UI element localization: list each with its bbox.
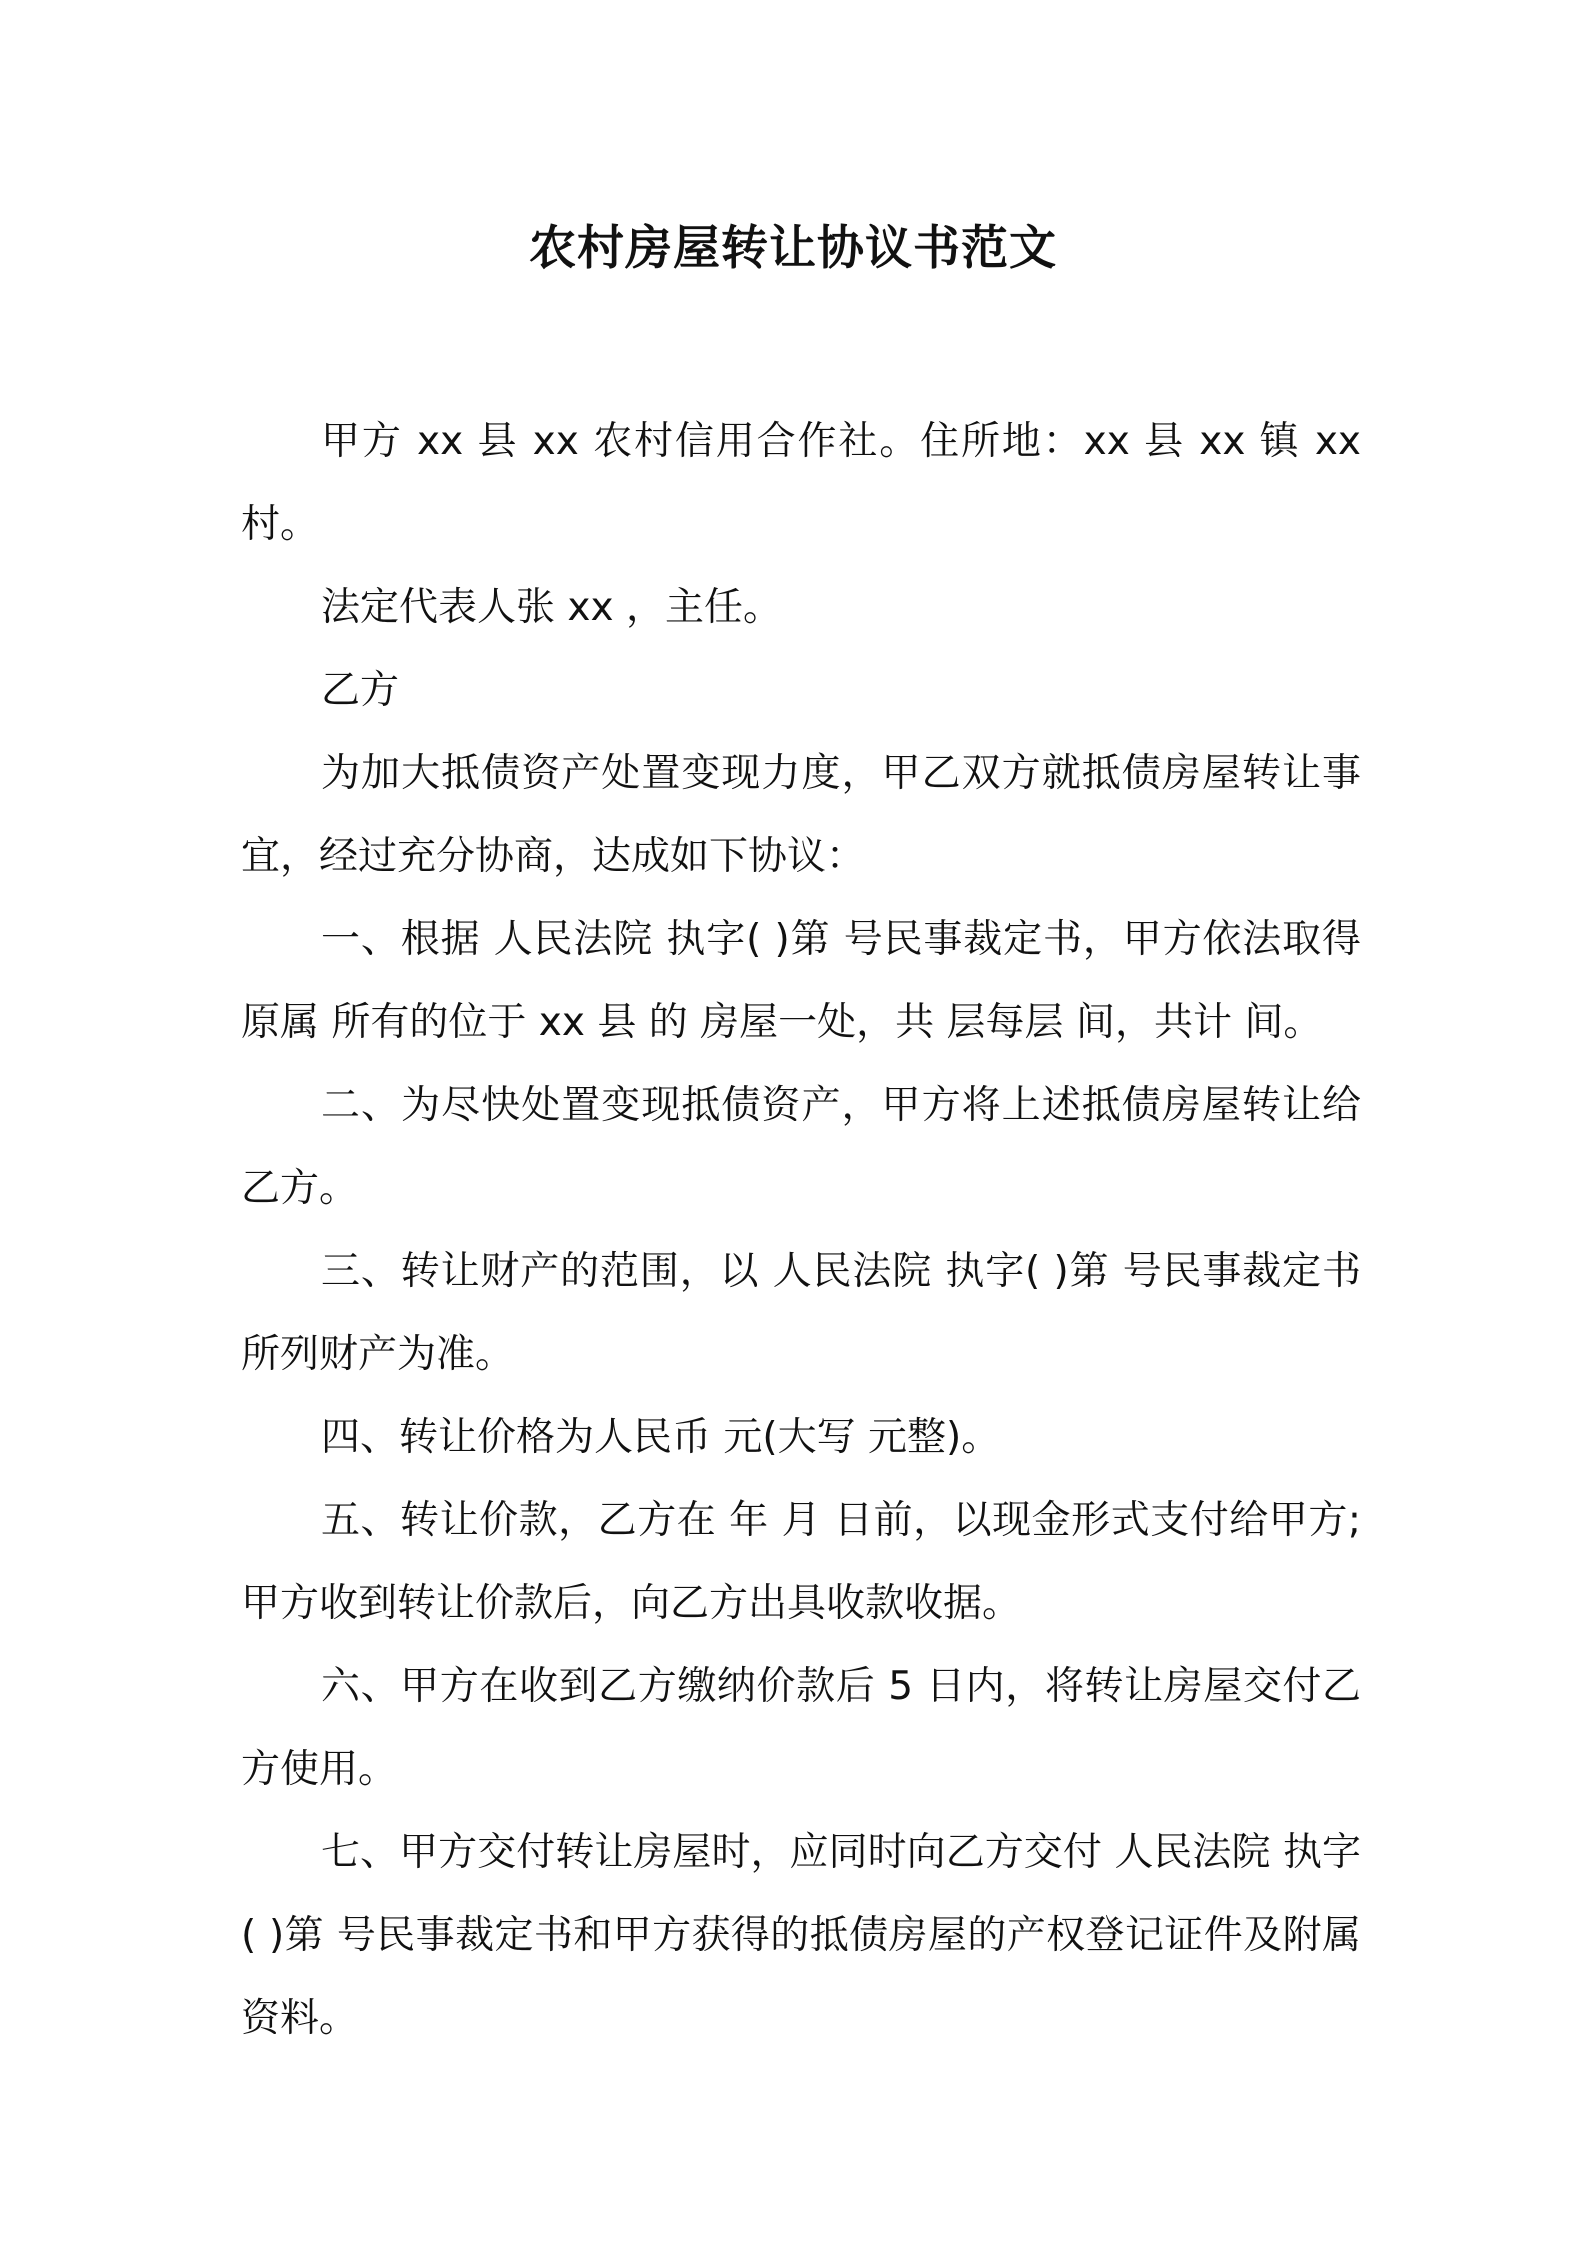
clause-3-paragraph: 三、转让财产的范围，以 人民法院 执字( )第 号民事裁定书所列财产为准。 xyxy=(241,1249,1361,1377)
clause-2-paragraph: 二、为尽快处置变现抵债资产，甲方将上述抵债房屋转让给乙方。 xyxy=(241,1083,1361,1211)
clause-5-paragraph: 五、转让价款，乙方在 年 月 日前，以现金形式支付给甲方;甲方收到转让价款后，向乙方出具收款收据。 xyxy=(241,1498,1361,1626)
clause-7-paragraph: 七、甲方交付转让房屋时，应同时向乙方交付 人民法院 执字( )第 号民事裁定书和甲方获得的抵债房屋的产权登记证件及附属资料。 xyxy=(241,1830,1361,2041)
document-title: 农村房屋转让协议书范文 xyxy=(529,221,1057,276)
document-body xyxy=(241,400,1361,2060)
party-b-paragraph: 乙方 xyxy=(321,668,400,713)
clause-6-paragraph: 六、甲方在收到乙方缴纳价款后 5 日内，将转让房屋交付乙方使用。 xyxy=(241,1664,1361,1792)
clause-4-paragraph: 四、转让价格为人民币 元(大写 元整)。 xyxy=(321,1415,1001,1460)
clause-1-paragraph: 一、根据 人民法院 执字( )第 号民事裁定书，甲方依法取得原属 所有的位于 xx 县 的 房屋一处，共 层每层 间，共计 间。 xyxy=(241,917,1361,1045)
legal-representative-paragraph: 法定代表人张 xx ，主任。 xyxy=(321,585,782,630)
preamble-paragraph: 为加大抵债资产处置变现力度，甲乙双方就抵债房屋转让事宜，经过充分协商，达成如下协议： xyxy=(241,751,1361,879)
party-a-paragraph: 甲方 xx 县 xx 农村信用合作社。住所地：xx 县 xx 镇 xx 村。 xyxy=(241,419,1361,547)
